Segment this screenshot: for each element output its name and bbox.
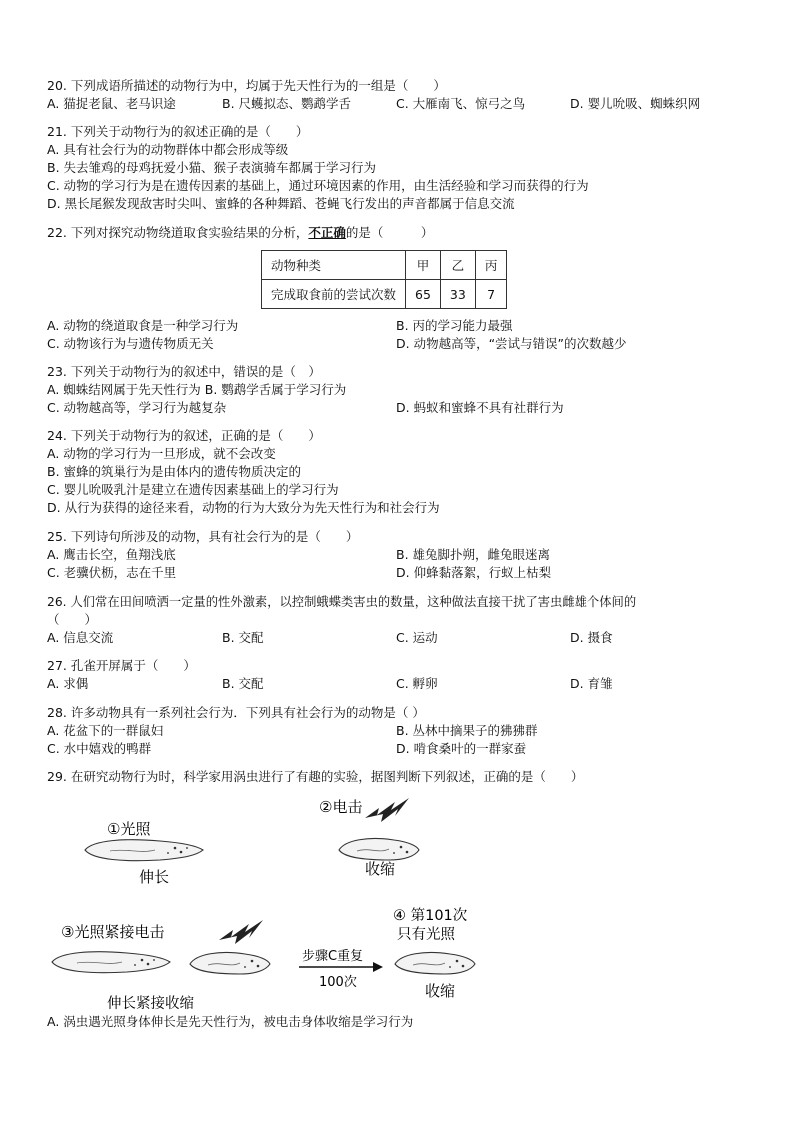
- q25-option-b: B. 雄兔脚扑朔，雌兔眼迷离: [396, 547, 551, 562]
- q20-option-a: A. 猫捉老鼠、老马识途: [47, 96, 176, 111]
- table-cell: 33: [440, 280, 475, 309]
- q28-option-d: D. 啃食桑叶的一群家蚕: [396, 741, 527, 756]
- q22-stem: 22. 下列对探究动物绕道取食实验结果的分析，不正确的是（ ）: [47, 225, 434, 240]
- q25-option-a: A. 鹰击长空，鱼翔浅底: [47, 547, 176, 562]
- q28-option-a: A. 花盆下的一群鼠妇: [47, 723, 164, 738]
- q26-stem-blank: （ ）: [47, 612, 98, 627]
- emphasis-not-correct: 不正确: [308, 225, 346, 240]
- step3-result: 伸长紧接收缩: [107, 996, 194, 1012]
- step3-label: ③光照紧接电击: [61, 923, 165, 941]
- q20-option-b: B. 尺蠖拟态、鹦鹉学舌: [222, 96, 352, 111]
- table-cell: 完成取食前的尝试次数: [262, 280, 406, 309]
- q23-stem: 23. 下列关于动物行为的叙述中，错误的是（ ）: [47, 364, 321, 379]
- q21-option-c: C. 动物的学习行为是在遗传因素的基础上，通过环境因素的作用，由生活经验和学习而获得的行为: [47, 178, 589, 193]
- q27-option-c: C. 孵卵: [396, 676, 438, 691]
- q24-stem: 24. 下列关于动物行为的叙述，正确的是（ ）: [47, 428, 321, 443]
- q28-option-b: B. 丛林中摘果子的狒狒群: [396, 723, 538, 738]
- arrow-head-icon: [373, 962, 383, 972]
- step1-result: 伸长: [139, 868, 170, 886]
- step2-result: 收缩: [365, 860, 396, 878]
- q26-option-b: B. 交配: [222, 630, 264, 645]
- q24-option-b: B. 蜜蜂的筑巢行为是由体内的遗传物质决定的: [47, 464, 302, 479]
- q27-stem: 27. 孔雀开屏属于（ ）: [47, 658, 196, 673]
- step2-label: ②电击: [319, 798, 363, 816]
- table-header-cell: 甲: [406, 251, 441, 280]
- flatworm-contracted: [339, 838, 419, 860]
- q27-option-b: B. 交配: [222, 676, 264, 691]
- q28-stem: 28. 许多动物具有一系列社会行为．下列具有社会行为的动物是（ ）: [47, 705, 425, 720]
- q20-option-c: C. 大雁南飞、惊弓之鸟: [396, 96, 526, 111]
- q21-stem: 21. 下列关于动物行为的叙述正确的是（ ）: [47, 124, 309, 139]
- q24-option-d: D. 从行为获得的途径来看，动物的行为大致分为先天性行为和社会行为: [47, 500, 440, 515]
- q25-stem: 25. 下列诗句所涉及的动物，具有社会行为的是（ ）: [47, 529, 359, 544]
- q22-option-d: D. 动物越高等，“尝试与错误”的次数越少: [396, 336, 627, 351]
- q26-option-d: D. 摄食: [570, 630, 613, 645]
- q25-option-d: D. 仰蜂黏落絮，行蚁上枯梨: [396, 565, 552, 580]
- table-row: [262, 251, 507, 280]
- table-header-cell: 丙: [475, 251, 507, 280]
- q22-option-c: C. 动物该行为与遗传物质无关: [47, 336, 214, 351]
- lightning-icon: [365, 798, 409, 822]
- step4-label-line1: ④ 第101次: [393, 908, 468, 924]
- q28-option-c: C. 水中嬉戏的鸭群: [47, 741, 152, 756]
- lightning-icon: [219, 920, 263, 944]
- step1-label: ①光照: [107, 820, 151, 838]
- q26-stem: 26. 人们常在田间喷洒一定量的性外激素，以控制蛾蝶类害虫的数量，这种做法直接干扰了害虫雌雄个体间的: [47, 595, 637, 609]
- flatworm-extended: [52, 952, 170, 973]
- flatworm-contracted: [395, 952, 475, 974]
- q21-option-b: B. 失去雏鸡的母鸡抚爱小猫、猴子表演骑车都属于学习行为: [47, 160, 377, 175]
- q26-option-c: C. 运动: [396, 630, 438, 645]
- q22-option-a: A. 动物的绕道取食是一种学习行为: [47, 318, 239, 333]
- q23-option-c: C. 动物越高等，学习行为越复杂: [47, 400, 227, 415]
- q21-option-a: A. 具有社会行为的动物群体中都会形成等级: [47, 142, 289, 157]
- q29-option-a: A. 涡虫遇光照身体伸长是先天性行为，被电击身体收缩是学习行为: [47, 1014, 414, 1029]
- step4-result: 收缩: [425, 982, 456, 1000]
- q22-table: [261, 250, 507, 309]
- q23-option-d: D. 蚂蚁和蜜蜂不具有社群行为: [396, 400, 564, 415]
- arrow-label-bottom: 100次: [319, 975, 357, 990]
- q20-stem: 20. 下列成语所描述的动物行为中，均属于先天性行为的一组是（ ）: [47, 78, 446, 93]
- flatworm-extended: [85, 840, 203, 861]
- q23-option-ab: A. 蜘蛛结网属于先天性行为 B. 鹦鹉学舌属于学习行为: [47, 382, 347, 397]
- q27-option-d: D. 育雏: [570, 676, 613, 691]
- q22-option-b: B. 丙的学习能力最强: [396, 318, 513, 333]
- q27-option-a: A. 求偶: [47, 676, 89, 691]
- table-header-cell: 乙: [440, 251, 475, 280]
- q24-option-c: C. 婴儿吮吸乳汁是建立在遗传因素基础上的学习行为: [47, 482, 339, 497]
- q29-stem: 29. 在研究动物行为时，科学家用涡虫进行了有趣的实验，据图判断下列叙述，正确的是（ ）: [47, 769, 584, 784]
- table-row: [262, 280, 507, 309]
- flatworm-experiment-figure: [47, 790, 507, 1012]
- q24-option-a: A. 动物的学习行为一旦形成，就不会改变: [47, 446, 276, 461]
- step4-label-line2: 只有光照: [397, 927, 455, 943]
- table-header-cell: 动物种类: [262, 251, 406, 280]
- flatworm-contracted: [190, 952, 270, 974]
- q21-option-d: D. 黑长尾猴发现敌害时尖叫、蜜蜂的各种舞蹈、苍蝇飞行发出的声音都属于信息交流: [47, 196, 515, 211]
- table-cell: 7: [475, 280, 507, 309]
- q20-option-d: D. 婴儿吮吸、蜘蛛织网: [570, 96, 701, 111]
- arrow-label-top: 步骤C重复: [302, 949, 364, 964]
- q25-option-c: C. 老骥伏枥，志在千里: [47, 565, 177, 580]
- q26-option-a: A. 信息交流: [47, 630, 114, 645]
- table-cell: 65: [406, 280, 441, 309]
